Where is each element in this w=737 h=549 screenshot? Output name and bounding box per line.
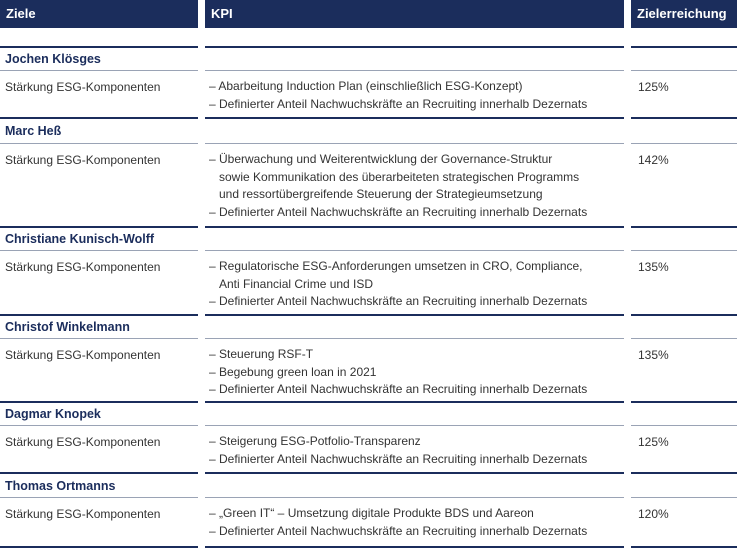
kpi-line: sowie Kommunikation des überarbeiteten strategischen Programms [219,169,580,184]
achievement-value: 125% [638,80,669,94]
kpi-list [209,151,587,221]
goal-text: Stärkung ESG-Komponenten [5,153,161,167]
kpi-line: Anti Financial Crime und ISD [219,276,374,291]
kpi-line: – Definierter Anteil Nachwuchskräfte an Recruiting innerhalb Dezernats [209,204,588,219]
kpi-line: – Steuerung RSF-T [209,347,314,361]
kpi-line: – Definierter Anteil Nachwuchskräfte an Recruiting innerhalb Dezernats [209,96,588,111]
achievement-value: 142% [638,153,669,167]
kpi-line: und ressortübergreifende Steuerung der Strategieumsetzung [219,187,543,201]
person-name: Thomas Ortmanns [5,479,116,493]
header-kpi: KPI [205,0,624,28]
kpi-line: – Regulatorische ESG-Anforderungen umsetzen in CRO, Compliance, [209,259,583,273]
goal-text: Stärkung ESG-Komponenten [5,260,161,274]
kpi-list [209,346,587,399]
kpi-line: – Abarbeitung Induction Plan (einschließlich ESG-Konzept) [209,79,523,93]
person-name: Marc Heß [5,124,62,138]
person-name: Jochen Klösges [5,52,101,66]
goal-text: Stärkung ESG-Komponenten [5,507,161,521]
kpi-line: – „Green IT“ – Umsetzung digitale Produkte BDS und Aareon [209,506,534,520]
achievement-value: 135% [638,260,669,274]
header-zielerreichung: Zielerreichung [631,0,737,28]
person-name: Christiane Kunisch-Wolff [5,232,155,246]
person-name: Christof Winkelmann [5,320,130,334]
header-ziele: Ziele [0,0,198,28]
kpi-line: – Überwachung und Weiterentwicklung der Governance-Struktur [209,152,553,166]
achievement-value: 135% [638,348,669,362]
kpi-line: – Definierter Anteil Nachwuchskräfte an Recruiting innerhalb Dezernats [209,294,588,308]
achievement-value: 120% [638,507,669,521]
kpi-line: – Definierter Anteil Nachwuchskräfte an Recruiting innerhalb Dezernats [209,523,588,538]
goal-text: Stärkung ESG-Komponenten [5,80,161,94]
kpi-list [209,78,587,113]
column-gap [624,0,631,549]
kpi-line: – Definierter Anteil Nachwuchskräfte an Recruiting innerhalb Dezernats [209,451,588,466]
goal-text: Stärkung ESG-Komponenten [5,435,161,449]
kpi-line: – Definierter Anteil Nachwuchskräfte an Recruiting innerhalb Dezernats [209,382,588,396]
column-gap [198,0,205,549]
goal-text: Stärkung ESG-Komponenten [5,348,161,362]
kpi-list [209,258,587,311]
kpi-line: – Begebung green loan in 2021 [209,364,377,379]
achievement-value: 125% [638,435,669,449]
kpi-list [209,433,587,468]
kpi-line: – Steigerung ESG-Potfolio-Transparenz [209,434,421,448]
kpi-list [209,505,587,540]
person-name: Dagmar Knopek [5,407,101,421]
